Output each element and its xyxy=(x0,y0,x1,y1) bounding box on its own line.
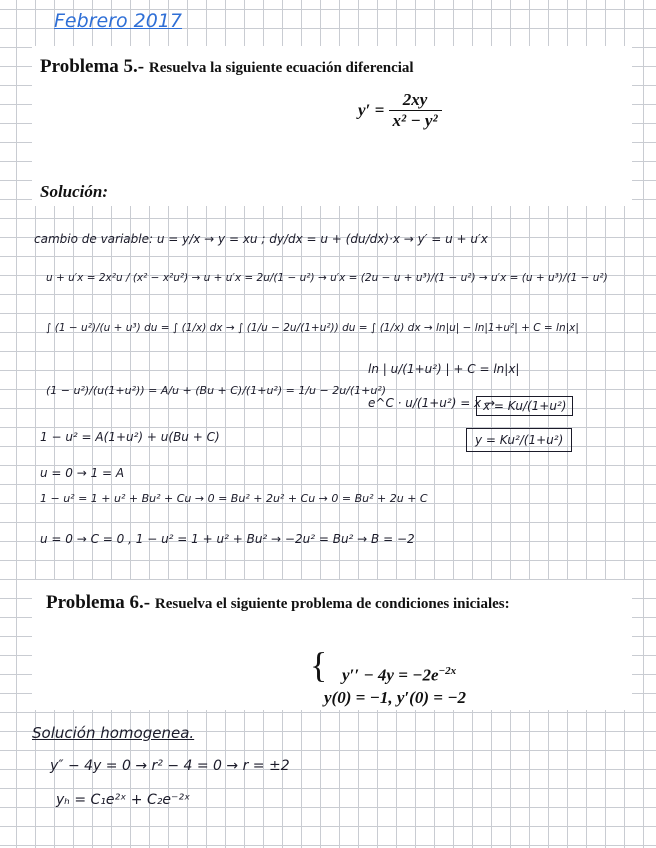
boxed-result-y: y = Ku²/(1+u²) xyxy=(466,428,572,452)
equation-numerator: 2xy xyxy=(389,90,442,111)
work-line: 1 − u² = 1 + u² + Bu² + Cu → 0 = Bu² + 2u² + Cu → 0 = Bu² + 2u + C xyxy=(40,492,428,505)
work-line: ∫ (1 − u²)/(u + u³) du = ∫ (1/x) dx → ∫ (1/u − 2u/(1+u²)) du = ∫ (1/x) dx → ln|u| − ln|1+u²| + C = ln|x| xyxy=(46,322,579,334)
problem5-panel xyxy=(32,46,632,206)
problem6-panel xyxy=(32,580,632,710)
problem6-system: { $y'' - 4y = -2e^{-2x}$ y(0) = −1, y′(0) = −2 xyxy=(310,645,466,707)
work-line: yₕ = C₁e²ˣ + C₂e⁻²ˣ xyxy=(56,792,191,808)
work-line: u = 0 → C = 0 , 1 − u² = 1 + u² + Bu² → −2u² = Bu² → B = −2 xyxy=(40,532,415,546)
work-line: 1 − u² = A(1+u²) + u(Bu + C) xyxy=(40,430,220,444)
problem6-statement: Resuelva el siguiente problema de condiciones iniciales: xyxy=(154,596,510,612)
problem5-statement: Resuelva la siguiente ecuación diferencial xyxy=(148,60,414,76)
system-brace: { xyxy=(310,645,328,685)
problem6-title: Problema 6.- Resuelva el siguiente problema de condiciones iniciales: xyxy=(46,592,510,613)
problem5-title: Problema 5.- Resuelva la siguiente ecuación diferencial xyxy=(40,56,414,77)
work-line: cambio de variable: u = y/x → y = xu ; dy/dx = u + (du/dx)·x → y′ = u + u′x xyxy=(34,232,488,246)
work-line: y″ − 4y = 0 → r² − 4 = 0 → r = ±2 xyxy=(50,758,290,774)
date-note: Febrero 2017 xyxy=(54,10,183,32)
equation-denominator: x² − y² xyxy=(392,111,438,130)
work-line: u + u′x = 2x²u / (x² − x²u²) → u + u′x = 2u/(1 − u²) → u′x = (2u − u + u³)/(1 − u²) → u′x = (u + u³)/(1 − u²) xyxy=(46,272,608,284)
work-line: u = 0 → 1 = A xyxy=(40,466,125,480)
side-work-line: ln | u/(1+u²) | + C = ln|x| xyxy=(368,362,520,376)
side-work-line: e^C · u/(1+u²) = x → xyxy=(368,396,496,410)
problem6-solution-label: Solución homogenea. xyxy=(32,724,195,742)
problem5-equation: y′ = $\frac{2xy}{\text{x² − y²}}$ xyxy=(358,90,442,131)
work-line: (1 − u²)/(u(1+u²)) = A/u + (Bu + C)/(1+u²) = 1/u − 2u/(1+u²) xyxy=(46,384,387,397)
boxed-result-x: x = Ku/(1+u²) xyxy=(476,396,573,416)
problem5-solution-label: Solución: xyxy=(40,182,109,201)
